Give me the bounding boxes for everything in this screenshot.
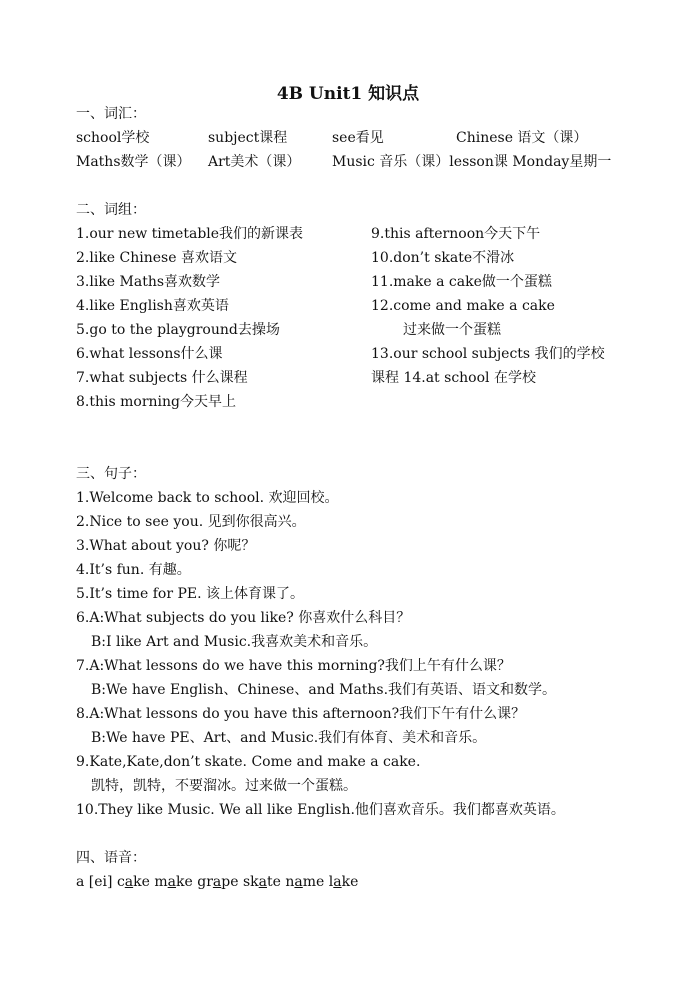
vocab-item: see看见 (332, 130, 384, 146)
phrase-item: 课程 14.at school 在学校 (371, 370, 536, 386)
phrase-item: 6.what lessons什么课 (76, 346, 223, 362)
vocab-item: Maths数学（课） (76, 154, 191, 170)
phrase-item: 13.our school subjects 我们的学校 (371, 346, 605, 362)
phonics-word: lake (328, 874, 359, 890)
phrase-item: 9.this afternoon今天下午 (371, 226, 541, 242)
sentence-line: 7.A:What lessons do we have this morning?我们上午有什么课？ (76, 658, 511, 674)
phrase-item: 4.like English喜欢英语 (76, 298, 229, 314)
sentence-line: B:We have English、Chinese、and Maths.我们有英语、语文和数学。 (91, 682, 557, 698)
phonics-word: grape (197, 874, 239, 890)
phrase-item: 12.come and make a cake (371, 298, 555, 314)
vocab-item: Chinese 语文（课） (456, 130, 588, 146)
sentence-line: 8.A:What lessons do you have this afternoon?我们下午有什么课？ (76, 706, 526, 722)
phrase-item: 7.what subjects 什么课程 (76, 370, 248, 386)
sentence-line: 凯特，凯特，不要溜冰。过来做一个蛋糕。 (91, 778, 357, 794)
vocab-item: Art美术（课） (208, 154, 301, 170)
phonics-prefix: a [ei] (76, 874, 113, 890)
phrase-item: 3.like Maths喜欢数学 (76, 274, 221, 290)
phrase-item: 2.like Chinese 喜欢语文 (76, 250, 237, 266)
sentence-line: B:I like Art and Music.我喜欢美术和音乐。 (91, 634, 378, 650)
phonics-word: cake (116, 874, 150, 890)
sentence-line: 3.What about you? 你呢？ (76, 538, 256, 554)
phrase-item: 5.go to the playground去操场 (76, 322, 280, 338)
sentence-line: 10.They like Music. We all like English.他们喜欢音乐。我们都喜欢英语。 (76, 802, 565, 818)
phrases-heading: 二、词组： (76, 202, 146, 218)
vocab-item: subject课程 (208, 130, 288, 146)
sentence-line: 2.Nice to see you. 见到你很高兴。 (76, 514, 306, 530)
sentence-line: 1.Welcome back to school. 欢迎回校。 (76, 490, 339, 506)
phrase-item: 1.our new timetable我们的新课表 (76, 226, 304, 242)
phonics-line (76, 872, 358, 892)
phonics-word: make (154, 874, 193, 890)
vocab-item: school学校 (76, 130, 150, 146)
sentence-line: 9.Kate,Kate,don’t skate. Come and make a cake. (76, 754, 421, 770)
phonics-heading: 四、语音： (76, 850, 146, 866)
sentence-line: 6.A:What subjects do you like? 你喜欢什么科目？ (76, 610, 411, 626)
vocab-heading: 一、词汇： (76, 106, 146, 122)
phrase-item: 过来做一个蛋糕 (403, 322, 501, 338)
vocab-item: Music 音乐（课）lesson课 Monday星期一 (332, 154, 612, 170)
phrase-item: 10.don’t skate不滑冰 (371, 250, 515, 266)
phrase-item: 11.make a cake做一个蛋糕 (371, 274, 552, 290)
phrase-item: 8.this morning今天早上 (76, 394, 236, 410)
phonics-word: skate (242, 874, 281, 890)
phonics-word: name (285, 874, 325, 890)
page-title: 4B Unit1 知识点 (276, 84, 420, 104)
sentence-line: B:We have PE、Art、and Music.我们有体育、美术和音乐。 (91, 730, 487, 746)
sentence-line: 5.It’s time for PE. 该上体育课了。 (76, 586, 305, 602)
sentences-heading: 三、句子： (76, 466, 146, 482)
sentence-line: 4.It’s fun. 有趣。 (76, 562, 191, 578)
